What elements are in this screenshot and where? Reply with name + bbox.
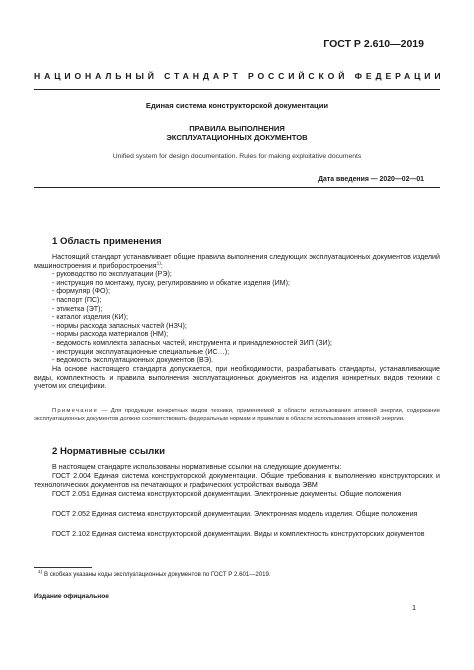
note-text: — Для продукции конкретных видов техники, применяемой в области использования атомной энергии, содержание эксплуатационных документов должно соответствовать федеральным нормам и правилам в области использования атомной энергии. [34,408,440,422]
list-item: - каталог изделия (КИ); [52,313,128,322]
list-item: - руководство по эксплуатации (РЭ); [52,270,172,278]
system-name: Единая система конструкторской документации [145,101,329,110]
reference-entry: ГОСТ 2.052 Единая система конструкторской документации. Электронная модель изделия. Общие положения [52,510,418,518]
list-item: - нормы расхода запасных частей (НЗЧ); [52,321,187,330]
section-1-intro-end: : [160,261,163,270]
reference-entry: ГОСТ 2.102 Единая система конструкторской документации. Виды и комплектность конструкторских документов [52,530,425,538]
document-title [34,124,440,143]
document-type-list [52,270,442,365]
section-1-paragraph-2: На основе настоящего стандарта допускается, при необходимости, разрабатывать стандарты, устанавливающие виды, комплектность и правила выполнения эксплуатационных документов на изделия конкретных видов техники с учетом их специфики. [34,365,440,391]
list-item: - ведомость комплекта запасных частей, инструмента и принадлежностей ЗИП (ЗИ); [52,339,332,347]
english-title: Unified system for design documentation. Rules for making exploitative documents [112,153,362,160]
official-edition-label: Издание официальное [34,593,109,600]
list-item: - формуляр (ФО); [52,287,110,296]
date-divider [34,187,440,188]
page-number: 1 [411,603,416,612]
section-1-heading: 1 Область применения [52,236,162,247]
title-line-2: ЭКСПЛУАТАЦИОННЫХ ДОКУМЕНТОВ [166,133,308,143]
note-label: Примечание [52,408,99,414]
standard-number: ГОСТ Р 2.610—2019 [323,38,424,50]
reference-entry: ГОСТ 2.051 Единая система конструкторской документации. Электронные документы. Общие положения [52,490,402,498]
section-1-intro-text: Настоящий стандарт устанавливает общие правила выполнения следующих эксплуатационных документов изделий машиностроения и приборостроения [34,253,440,270]
section-2-heading: 2 Нормативные ссылки [52,446,165,457]
footnote-mark: 1) [38,569,43,575]
reference-entry: ГОСТ 2.004 Единая система конструкторской документации. Общие требования к выполнению конструкторских и технологических документов на печатающих и графических устройствах вывода ЭВМ [34,472,440,489]
list-item: - нормы расхода материалов (НМ); [52,330,169,339]
header-divider [34,89,440,90]
footnote-reference: 1) [156,261,161,267]
list-item: - этикетка (ЭТ); [52,304,103,313]
list-item: - ведомость эксплуатационных документов (ВЭ). [52,356,214,365]
list-item: - инструкция по монтажу, пуску, регулированию и обкатке изделия (ИМ); [52,278,290,287]
title-line-1: ПРАВИЛА ВЫПОЛНЕНИЯ [189,124,285,133]
national-standard-banner: НАЦИОНАЛЬНЫЙ СТАНДАРТ РОССИЙСКОЙ ФЕДЕРАЦИИ [34,71,445,81]
footnote [38,571,271,578]
footnote-text: В скобках указаны коды эксплуатационных документов по ГОСТ Р 2.601—2019. [42,571,271,578]
introduction-date: Дата введения — 2020—02—01 [318,176,424,183]
footnote-divider [34,567,92,568]
section-1-intro [34,253,440,270]
section-2-intro: В настоящем стандарте использованы нормативные ссылки на следующие документы: [52,463,342,471]
list-item: - инструкции эксплуатационные специальные (ИС…); [52,347,230,356]
list-item: - паспорт (ПС); [52,295,102,304]
note [34,408,440,424]
